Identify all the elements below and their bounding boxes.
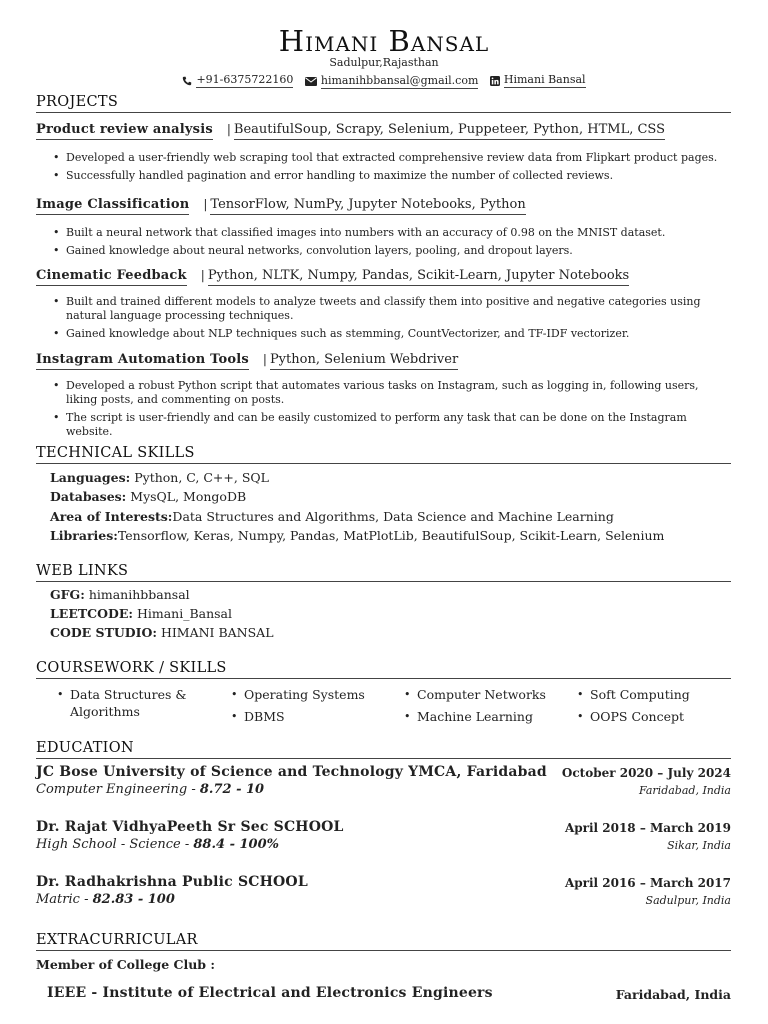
project-title-row xyxy=(36,352,458,370)
skill-label: Area of Interests: xyxy=(50,509,173,524)
degree-line xyxy=(36,837,279,852)
link-value: himanihbbansal xyxy=(84,587,190,602)
school-dates: April 2018 – March 2019 xyxy=(564,821,731,835)
skill-label: Libraries: xyxy=(50,528,118,543)
separator-bar: | xyxy=(262,352,267,366)
skill-row xyxy=(50,528,664,543)
contact-line xyxy=(0,73,768,89)
degree-score: 82.83 - 100 xyxy=(92,892,175,907)
bullet-item: • Successfully handled pagination and error handling to maximize the number of collected reviews. xyxy=(50,169,732,183)
link-row[interactable] xyxy=(50,625,274,640)
bullet-item: • Developed a user-friendly web scraping tool that extracted comprehensive review data from Flipkart product pages. xyxy=(50,151,732,165)
project-title-row xyxy=(36,268,629,286)
degree-score: 88.4 - 100% xyxy=(193,837,279,852)
bullet-item: • Developed a robust Python script that automates various tasks on Instagram, such as logging in, following users, liking posts, and commenting on posts. xyxy=(50,379,732,407)
skill-value: Data Structures and Algorithms, Data Science and Machine Learning xyxy=(172,509,614,524)
candidate-name: Himani Bansal xyxy=(278,24,490,58)
link-label: GFG: xyxy=(50,587,85,602)
project-title: Image Classification xyxy=(36,197,189,215)
skill-value: Tensorflow, Keras, Numpy, Pandas, MatPlotLib, BeautifulSoup, Scikit-Learn, Selenium xyxy=(117,528,665,543)
school-name: Dr. Rajat VidhyaPeeth Sr Sec SCHOOL xyxy=(36,819,344,835)
coursework-item: • Computer Networks xyxy=(403,686,563,703)
school-name: JC Bose University of Science and Technology YMCA, Faridabad xyxy=(36,764,547,780)
project-bullets xyxy=(50,379,732,443)
project-tech: Python, Selenium Webdriver xyxy=(270,352,458,370)
coursework-item: • Soft Computing xyxy=(576,686,726,703)
school-location: Faridabad, India xyxy=(638,784,731,797)
school-location: Sikar, India xyxy=(667,839,731,852)
coursework-column xyxy=(230,686,380,730)
coursework-item: • Machine Learning xyxy=(403,708,563,725)
email-contact[interactable] xyxy=(305,74,479,89)
coursework-item: • Data Structures & Algorithms xyxy=(56,686,196,720)
skill-value: MysQL, MongoDB xyxy=(126,489,247,504)
skill-row xyxy=(50,489,246,504)
degree-name: High School - Science - xyxy=(36,837,194,852)
phone-number: +91-6375722160 xyxy=(196,73,294,86)
email-address: himanihbbansal@gmail.com xyxy=(320,73,479,87)
bullet-item: • The script is user-friendly and can be easily customized to perform any task that can be done on the Instagram website. xyxy=(50,411,732,439)
degree-score: 8.72 - 10 xyxy=(199,782,265,797)
project-tech: BeautifulSoup, Scrapy, Selenium, Puppeteer, Python, HTML, CSS xyxy=(234,122,665,140)
degree-name: Computer Engineering - xyxy=(36,782,200,797)
coursework-item: • DBMS xyxy=(230,708,380,725)
bullet-item: • Gained knowledge about NLP techniques such as stemming, CountVectorizer, and TF-IDF vectorizer. xyxy=(50,327,732,341)
link-row[interactable] xyxy=(50,606,232,621)
degree-line xyxy=(36,782,264,797)
project-title: Instagram Automation Tools xyxy=(36,352,249,370)
links-heading: WEB LINKS xyxy=(36,563,731,582)
bullet-item: • Built and trained different models to analyze tweets and classify them into positive and negative categories using natural language processing techniques. xyxy=(50,295,732,323)
link-value: HIMANI BANSAL xyxy=(156,625,274,640)
degree-line xyxy=(36,892,175,907)
project-bullets xyxy=(50,295,732,345)
project-title-row xyxy=(36,122,665,140)
club-label: Member of College Club : xyxy=(36,957,215,972)
project-title: Cinematic Feedback xyxy=(36,268,187,286)
extracurricular-heading: EXTRACURRICULAR xyxy=(36,932,731,951)
project-title: Product review analysis xyxy=(36,122,213,140)
coursework-column xyxy=(56,686,196,725)
skills-heading: TECHNICAL SKILLS xyxy=(36,445,731,464)
project-title-row xyxy=(36,197,526,215)
link-value: Himani_Bansal xyxy=(132,606,232,621)
linkedin-icon xyxy=(490,76,500,86)
link-label: LEETCODE: xyxy=(50,606,133,621)
coursework-item: • OOPS Concept xyxy=(576,708,726,725)
coursework-column xyxy=(403,686,563,730)
skill-label: Databases: xyxy=(50,489,127,504)
school-dates: April 2016 – March 2017 xyxy=(564,876,731,890)
project-bullets xyxy=(50,151,732,187)
linkedin-name: Himani Bansal xyxy=(503,73,586,86)
school-location: Sadulpur, India xyxy=(645,894,731,907)
school-dates: October 2020 – July 2024 xyxy=(561,766,731,780)
separator-bar: | xyxy=(200,268,205,282)
skill-value: Python, C, C++, SQL xyxy=(130,470,269,485)
project-bullets xyxy=(50,226,732,262)
phone-icon xyxy=(182,76,192,86)
coursework-heading: COURSEWORK / SKILLS xyxy=(36,660,731,679)
linkedin-contact[interactable] xyxy=(490,73,586,88)
organization-location: Faridabad, India xyxy=(615,987,731,1002)
project-tech: TensorFlow, NumPy, Jupyter Notebooks, Python xyxy=(210,197,525,215)
school-name: Dr. Radhakrishna Public SCHOOL xyxy=(36,874,308,890)
coursework-item: • Operating Systems xyxy=(230,686,380,703)
education-heading: EDUCATION xyxy=(36,740,731,759)
bullet-item: • Built a neural network that classified images into numbers with an accuracy of 0.98 on the MNIST dataset. xyxy=(50,226,732,240)
envelope-icon xyxy=(305,77,317,86)
project-tech: Python, NLTK, Numpy, Pandas, Scikit-Learn, Jupyter Notebooks xyxy=(208,268,629,286)
skill-label: Languages: xyxy=(50,470,131,485)
skill-row xyxy=(50,509,614,524)
projects-heading: PROJECTS xyxy=(36,94,731,113)
skill-row xyxy=(50,470,269,485)
phone-contact[interactable] xyxy=(182,73,293,88)
degree-name: Matric - xyxy=(36,892,93,907)
candidate-location: Sadulpur,Rajasthan xyxy=(329,56,439,69)
link-label: CODE STUDIO: xyxy=(50,625,157,640)
separator-bar: | xyxy=(203,197,208,211)
separator-bar: | xyxy=(226,122,231,136)
coursework-column xyxy=(576,686,726,730)
bullet-item: • Gained knowledge about neural networks, convolution layers, pooling, and dropout layers. xyxy=(50,244,732,258)
organization-name: IEEE - Institute of Electrical and Electronics Engineers xyxy=(47,985,493,1001)
link-row[interactable] xyxy=(50,587,190,602)
